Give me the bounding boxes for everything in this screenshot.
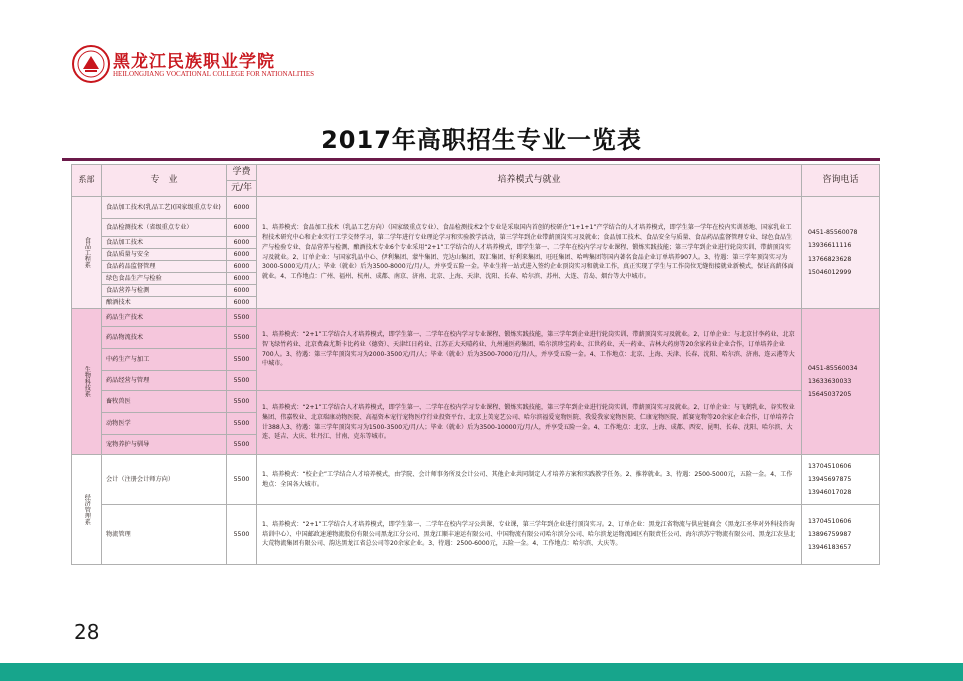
major-fee: 5500 (227, 435, 257, 455)
page-number: 28 (74, 620, 100, 644)
col-phone-header: 咨询电话 (802, 165, 880, 197)
phone-list (802, 455, 880, 505)
school-emblem-icon (71, 44, 111, 84)
major-fee: 6000 (227, 197, 257, 219)
training-mode-text: 1、培养模式：“2+1”工学结合人才培养模式，即学生第一、二学年在校内学习专业课程、锻炼实践技能，第三学年到企业进行轮岗实训、带薪顶岗实习及就业。2、订单企业：与飞鹤乳业、谷实牧业集团、伟嘉牧业、北京瑞康动物医院、高福资本宠行宠物医疗行业投资平台、北京上美宠艺公司、哈尔滨福爱宠物医院、我爱我家宠物医院、仁康宠物医院、派赛宠物等20余家企业合作，订单培养合计388人3、待遇：第三学年顶岗实习为1500-3500元/月/人；毕业（就业）后为3500-10000元/月/人，并享受五险一金。4、工作地点：北京、上海、成都、西安、昆明、长春、沈阳、哈尔滨、大连、延吉、大庆、牡丹江、甘南、克东等城市。 (257, 391, 802, 455)
major-name: 物流管理 (102, 505, 227, 565)
table-row (72, 391, 880, 413)
major-fee: 5500 (227, 327, 257, 349)
page-title: 2017年高职招生专业一览表 (321, 126, 642, 154)
phone-number: 13633630033 (808, 377, 852, 385)
col-dept-header: 系部 (72, 165, 102, 197)
major-fee: 6000 (227, 297, 257, 309)
phone-list (802, 505, 880, 565)
major-fee: 6000 (227, 285, 257, 297)
phone-number: 13946017028 (808, 489, 852, 496)
major-name: 食品加工技术(乳品工艺)(国家级重点专业) (102, 197, 227, 219)
phone-number: 13704510606 (808, 517, 852, 525)
training-mode-text: 1、培养模式：“2+1”工学结合人才培养模式，即学生第一、二学年在校内学习专业课程、锻炼实践技能，第三学年到企业进行轮岗实训、带薪顶岗实习及就业。2、订单企业：与北京甘李药业、北京智飞绿竹药业、北京费森尤斯卡比药业（德资）、天津红日药业、江苏正大天晴药业、九州通医药集团、哈尔滨珍宝药业、江世药业、天一药业、吉林大药房等20余家药业企业合作，订单培养企业700人。3、待遇：第三学年顶岗实习为2000-3500元/月/人；毕业（就业）后为3500-7000元/月/人，并享受五险一金。4、工作地点：北京、上海、天津、长春、沈阳、哈尔滨、济南、连云港等大中城市。 (257, 309, 802, 391)
major-fee: 5500 (227, 309, 257, 327)
major-name: 食品检测技术（省级重点专业） (102, 219, 227, 237)
major-name: 绿色食品生产与检验 (102, 273, 227, 285)
footer-bar (0, 663, 963, 681)
school-name-cn: 黑龙江民族职业学院 (113, 52, 275, 72)
major-fee: 5500 (227, 413, 257, 435)
phone-list (802, 309, 880, 455)
col-fee-unit: 元/年 (227, 181, 257, 197)
col-mode-header: 培养模式与就业 (257, 165, 802, 197)
major-fee: 5500 (227, 349, 257, 371)
major-name: 食品质量与安全 (102, 249, 227, 261)
phone-number: 15645037205 (808, 391, 852, 398)
major-name: 宠物养护与驯导 (102, 435, 227, 455)
major-name: 药品物流技术 (102, 327, 227, 349)
phone-number: 0451-85560034 (808, 364, 858, 372)
major-name: 食品加工技术 (102, 237, 227, 249)
table-row (72, 197, 880, 219)
phone-number: 13946183657 (808, 544, 852, 551)
phone-number: 15046012999 (808, 268, 852, 276)
table-row (72, 505, 880, 565)
training-mode-text: 1、培养模式：食品加工技术（乳品工艺方向）（国家级重点专业）、食品检测技术2个专业是采取国内首创的校研企“1+1+1”产学结合的人才培养模式，即学生第一学年在校内实训基地、国家乳业工程技术研究中心和企业实行工学交替学习，第二学年进行专业理论学习和实验教学活动，第三学年到企业带薪顶岗实习及就业；食品加工技术、食品安全与质量、食品药品监督管理专业、绿色食品生产与检验专业、食品营养与检测、酿酒技术专业6个专业采用“2+1”工学结合的人才培养模式，即学生第一、二学年在校内学习专业课程、锻炼实践技能；第三学年到企业进行轮岗实训、带薪顶岗实习及就业。2、订单企业：与国家乳品中心、伊利集团、蒙牛集团、完达山集团、双汇集团、好利来集团、旺旺集团、哈啤集团等国内著名食品企业订单培养907人。3、待遇：第三学年顶岗实习为3000-5000元/月/人；毕业（就业）后为3500-8000元/月/人，并享受五险一金。毕业生将一站式进入签约企业顶岗实习和就业工作，真正实现了学生与工作岗位无缝衔接就业新模式，保证高薪体面就业。4、工作地点：广州、福州、杭州、成都、南京、济南、北京、上海、天津、沈阳、长春、哈尔滨、苏州、大连、青岛、烟台等大中城市。 (257, 197, 802, 309)
dept-cell: 食品工程系 (72, 197, 102, 309)
col-major-header: 专 业 (102, 165, 227, 197)
title-divider (62, 158, 880, 161)
major-fee: 5500 (227, 371, 257, 391)
major-name: 中药生产与加工 (102, 349, 227, 371)
phone-number: 13936611116 (808, 242, 852, 250)
phone-list (802, 197, 880, 309)
table-row (72, 455, 880, 505)
col-fee-header: 学费 (227, 165, 257, 181)
major-name: 食品药品监督管理 (102, 261, 227, 273)
dept-cell: 经济管理系 (72, 455, 102, 565)
major-fee: 5500 (227, 455, 257, 505)
major-name: 会计（注册会计师方向） (102, 455, 227, 505)
school-name-en: HEILONGJIANG VOCATIONAL COLLEGE FOR NATIONALITIES (113, 70, 315, 78)
major-fee: 6000 (227, 237, 257, 249)
major-fee: 5500 (227, 391, 257, 413)
major-fee: 6000 (227, 249, 257, 261)
major-name: 药品经营与管理 (102, 371, 227, 391)
dept-cell: 生物科技系 (72, 309, 102, 455)
phone-number: 13896759987 (808, 530, 852, 538)
table-row (72, 309, 880, 327)
phone-number: 13766823628 (808, 255, 852, 263)
training-mode-text: 1、培养模式：“校企企”工学结合人才培养模式，由学院、会计师事务所及会计公司、其他企业共同制定人才培养方案和实践教学任务。2、推荐就业。3、待遇：2500-5000元，五险一金。4、工作地点：全国各大城市。 (257, 455, 802, 505)
major-fee: 5500 (227, 505, 257, 565)
major-name: 食品营养与检测 (102, 285, 227, 297)
major-name: 动物医学 (102, 413, 227, 435)
training-mode-text: 1、培养模式：“2+1”工学结合人才培养模式，即学生第一、二学年在校内学习公共课、专业课，第三学年到企业进行顶岗实习。2、订单企业：黑龙江省物流与供应链商会（黑龙江圣华对外科技咨询培训中心）、中国邮政速递物流股份有限公司黑龙江分公司、黑龙江顺丰速运有限公司、中国物流有限公司哈尔滨分公司、哈尔滨龙运物流园区有限责任公司、海尔滨苏宁物流有限公司、黑龙江农垦北大荒物流集团有限公司、韵达黑龙江省总公司等20余家企业。3、待遇：2500-6000元，五险一金。4、工作地点：哈尔滨、大庆等。 (257, 505, 802, 565)
major-fee: 6000 (227, 273, 257, 285)
major-fee: 6000 (227, 261, 257, 273)
majors-table (71, 164, 880, 565)
major-fee: 6000 (227, 219, 257, 237)
major-name: 药品生产技术 (102, 309, 227, 327)
phone-number: 13704510606 (808, 462, 852, 470)
major-name: 畜牧兽医 (102, 391, 227, 413)
phone-number: 0451-85560078 (808, 229, 858, 237)
phone-number: 13945697875 (808, 475, 852, 483)
major-name: 酿酒技术 (102, 297, 227, 309)
